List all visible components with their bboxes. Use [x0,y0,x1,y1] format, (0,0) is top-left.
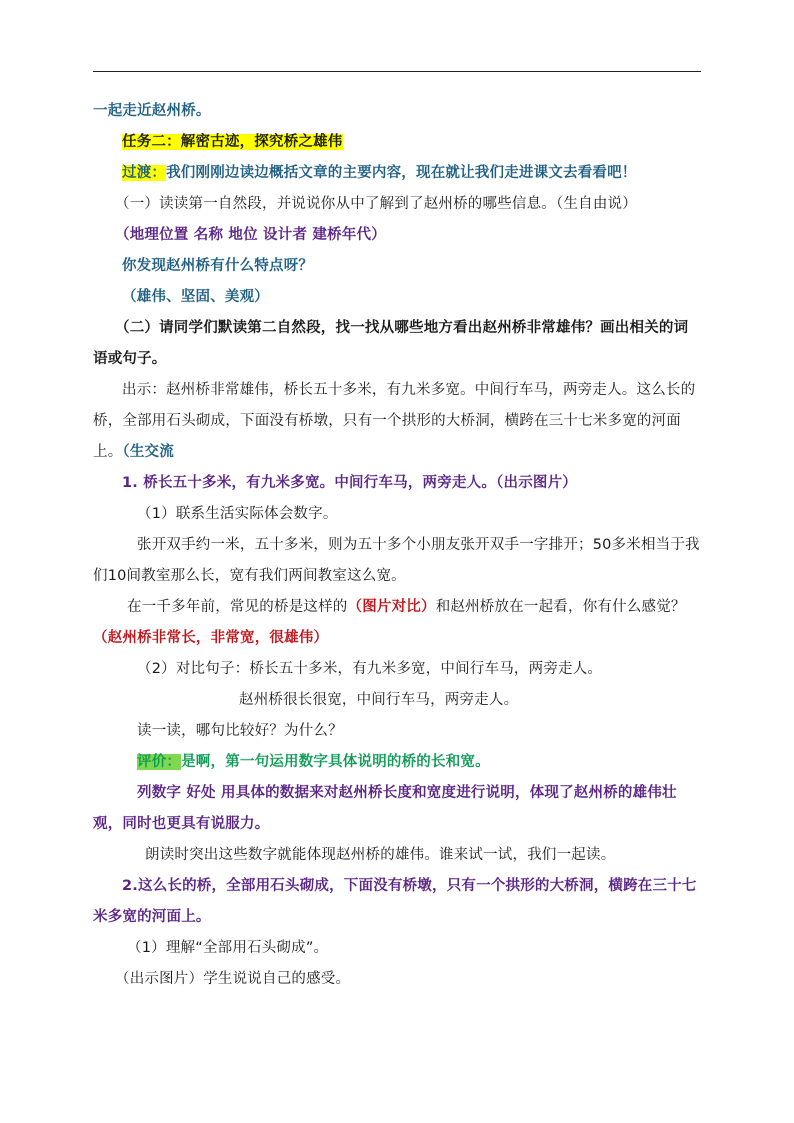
quote-text: 出示：赵州桥非常雄伟，桥长五十多米，有九米多宽。中间行车马，两旁走人。这么长的桥，全部用石头砌成，下面没有桥墩，只有一个拱形的大桥洞，横跨在三十七米多宽的河面上。 [93,382,696,460]
contrast-sentence-one: （2）对比句子：桥长五十多米，有九米多宽，中间行车马，两旁走人。 [137,661,603,677]
header-rule [93,71,701,72]
task-title: 任务二：解密古迹，探究桥之雄伟 [122,134,343,150]
step-one-question: （一）读读第一自然段，并说说你从中了解到了赵州桥的哪些信息。（生自由说） [115,196,637,212]
comparison-para [93,592,701,654]
document-body [93,96,701,995]
feature-answer: （雄伟、坚固、美观） [122,289,269,305]
point-one-sub: （1）联系生活实际体会数字。 [137,506,338,522]
read-question: 读一读，哪句比较好？为什么？ [137,723,343,739]
quote-para [93,375,701,468]
reading-tip: 朗读时突出这些数字就能体现赵州桥的雄伟。谁来试一试，我们一起读。 [145,847,616,863]
point-two-sub: （1）理解“全部用石头砌成”。 [127,940,329,956]
point-two: 2.这么长的桥，全部用石头砌成，下面没有桥墩，只有一个拱形的大桥洞，横跨在三十七米多宽的河面上。 [93,878,697,925]
evaluation-label: 评价： [137,754,182,770]
feature-question: 你发现赵州桥有什么特点呀？ [122,258,314,274]
hands-explanation: 张开双手约一米，五十多米，则为五十多个小朋友张开双手一字排开；50多米相当于我们10间教室那么长，宽有我们两间教室这么宽。 [93,537,700,584]
evaluation-text: 是啊，第一句运用数字具体说明的桥的长和宽。 [181,754,490,770]
number-benefit: 列数字 好处 用具体的数据来对赵州桥长度和宽度进行说明，体现了赵州桥的雄伟壮观，同时也更具有说服力。 [93,785,677,832]
quote-tail: （生交流 [122,444,174,460]
transition-para [93,158,701,189]
evaluation-para [93,747,701,778]
comparison-text-c: 和赵州桥放在一起看，你有什么感觉？ [435,599,686,615]
task-heading [93,127,701,158]
transition-text: 我们刚刚边读边概括文章的主要内容，现在就让我们走进课文去看看吧！ [166,165,637,181]
step-one-answer: （地理位置 名称 地位 设计者 建桥年代） [115,227,386,243]
transition-label: 过渡： [122,165,167,181]
comparison-answer: （赵州桥非常长，非常宽，很雄伟） [93,630,329,646]
comparison-picture: （图片对比） [347,599,436,615]
para-intro: 一起走近赵州桥。 [93,103,211,119]
contrast-sentence-two: 赵州桥很长很宽，中间行车马，两旁走人。 [239,692,519,708]
student-feeling: （出示图片）学生说说自己的感受。 [115,971,351,987]
point-one: 1. 桥长五十多米，有九米多宽。中间行车马，两旁走人。（出示图片） [122,475,577,491]
comparison-text-a: 在一千多年前，常见的桥是这样的 [127,599,348,615]
step-two-question: （二）请同学们默读第二自然段，找一找从哪些地方看出赵州桥非常雄伟？画出相关的词语或句子。 [93,320,689,367]
